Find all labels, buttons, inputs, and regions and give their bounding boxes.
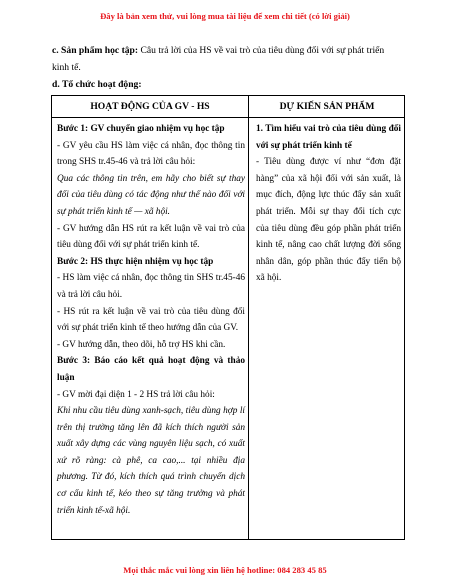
step1-guidance: - GV hướng dẫn HS rút ra kết luận về vai trò của tiêu dùng đối với sự phát triển kinh tế. <box>57 223 245 251</box>
step2-instruction: - HS làm việc cá nhân, đọc thông tin SHS tr.45-46 và trả lời câu hỏi. <box>57 273 245 300</box>
header-expected-product: DỰ KIẾN SẢN PHẨM <box>279 101 375 112</box>
section-c-text: Câu trả lời của HS về vai trò của tiêu dùng đối với sự phát triển <box>138 45 385 56</box>
step3-title: Bước 3: Báo cáo kết quả hoạt động và thảo luận <box>57 356 245 383</box>
step1-instruction: - GV yêu cầu HS làm việc cá nhân, đọc thông tin trong SHS tr.45-46 và trả lời câu hỏi: <box>57 140 245 168</box>
header-teacher-student-activity: HOẠT ĐỘNG CỦA GV - HS <box>90 101 210 112</box>
step1-title: Bước 1: GV chuyển giao nhiệm vụ học tập <box>57 124 225 134</box>
section-d-label: d. Tổ chức hoạt động: <box>52 79 142 90</box>
activity-cell <box>57 121 245 519</box>
step1-question: Qua các thông tin trên, em hãy cho biết sự thay đổi của tiêu dùng có tác động như thế nào đối với sự phát triển kinh tế — xã hội. <box>57 173 245 217</box>
activity-table <box>51 95 405 540</box>
preview-notice-banner: Đây là bản xem thử, vui lòng mua tài liệu để xem chi tiết (có lời giải) <box>100 11 350 21</box>
step2-title: Bước 2: HS thực hiện nhiệm vụ học tập <box>57 256 214 267</box>
expected-product-content: - Tiêu dùng được ví như “đơn đặt hàng” của xã hội đối với sản xuất, là mục đích, động lực thúc đẩy sản xuất phát triển. Mỗi sự thay đổi tích cực của tiêu dùng đều góp phần phát triển kinh tế, nâng cao chất lượng đời sống nhân dân, góp phần thúc đẩy tiến bộ xã hội. <box>256 157 401 284</box>
column-divider <box>248 96 249 539</box>
step3-instruction: - GV mời đại diện 1 - 2 HS trả lời câu hỏi: <box>57 389 215 400</box>
section-c-line1 <box>52 44 410 58</box>
section-c-line2: kinh tế. <box>52 62 81 73</box>
hotline-banner: Mọi thắc mắc vui lòng xin liên hệ hotline: 084 283 45 85 <box>123 565 327 575</box>
step2-conclusion: - HS rút ra kết luận về vai trò của tiêu dùng đối với sự phát triển kinh tế theo hướng dẫn của GV. <box>57 306 245 334</box>
section-c-label: c. Sản phẩm học tập: <box>52 45 139 56</box>
expected-product-title: 1. Tìm hiểu vai trò của tiêu dùng đối với sự phát triển kinh tế <box>256 124 401 151</box>
step3-answer: Khi nhu cầu tiêu dùng xanh-sạch, tiêu dùng hợp lí trên thị trường tăng lên đã kích thích người sản xuất xây dựng các vùng nguyên liệu sạch, có xuất xứ rõ ràng: cà phê, ca cao,... tại nhiều địa phương. Từ đó, kích thích quá trình chuyển dịch cơ cấu kinh tế, kéo theo sự tăng trưởng và phát triển kinh tế-xã hội. <box>57 406 245 516</box>
header-divider <box>52 117 404 118</box>
step2-support: - GV hướng dẫn, theo dõi, hỗ trợ HS khi cần. <box>57 339 226 350</box>
expected-product-cell <box>256 121 401 287</box>
